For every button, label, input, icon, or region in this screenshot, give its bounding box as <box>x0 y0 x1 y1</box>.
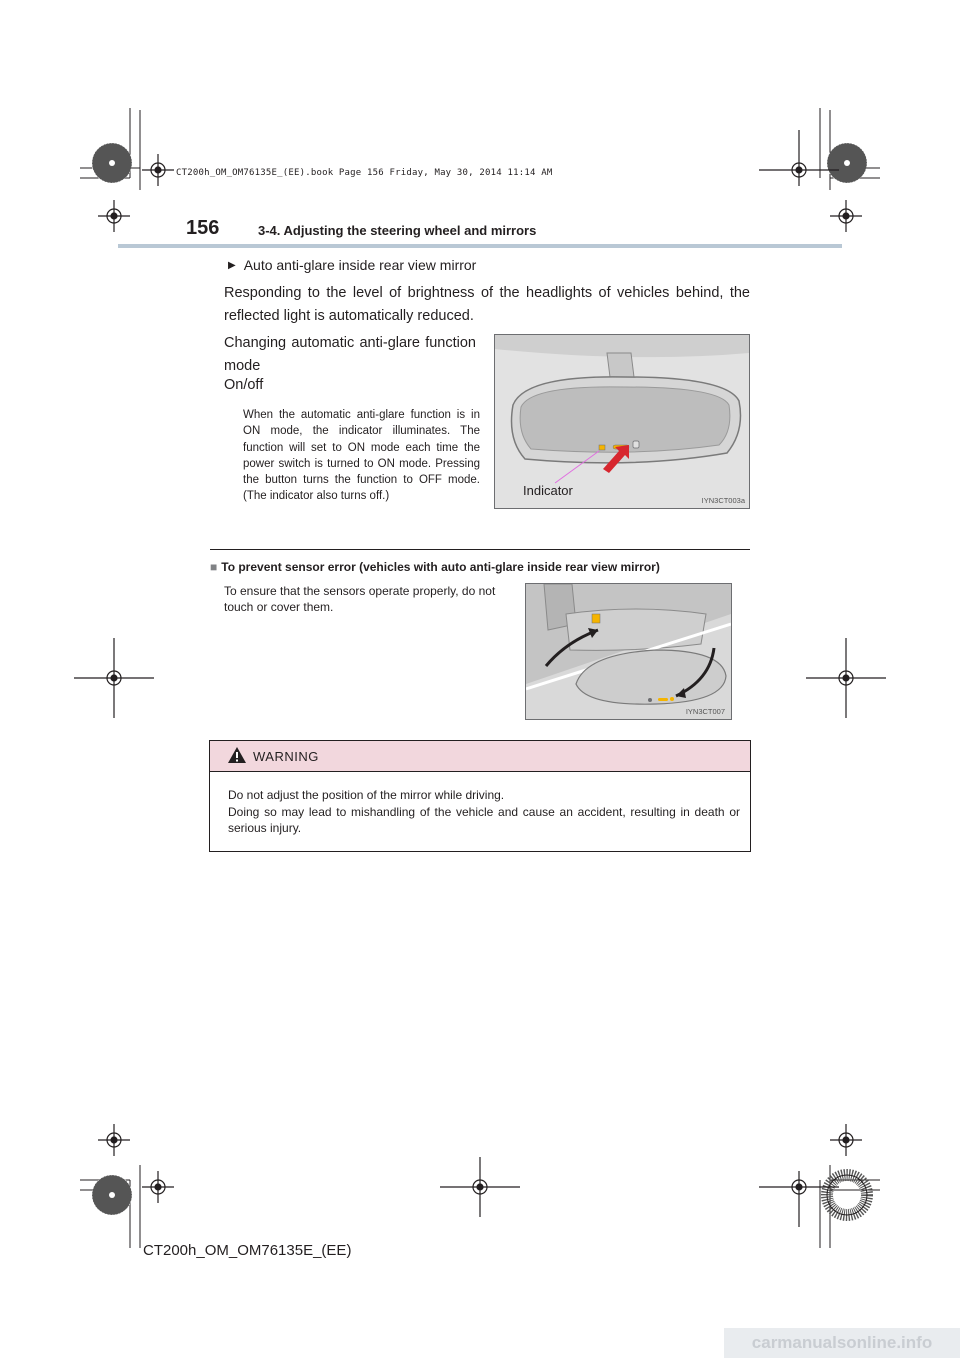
body-text: Responding to the level of brightness of the headlights of vehicles behind, the reflected light is automatically reduced. <box>224 285 750 324</box>
footer-code: CT200h_OM_OM76135E_(EE) <box>143 1242 352 1259</box>
starburst-icon <box>92 1175 132 1215</box>
square-bullet-icon: ■ <box>210 560 218 574</box>
item-heading-text: Auto anti-glare inside rear view mirror <box>243 257 477 273</box>
figure1-code: IYN3CT003a <box>701 496 745 505</box>
triangle-bullet-icon: ▶ <box>228 260 236 271</box>
watermark: carmanualsonline.info <box>724 1328 960 1358</box>
warning-line-2: Doing so may lead to mishandling of the vehicle and cause an accident, resulting in death or serious injury. <box>228 804 740 835</box>
figure2-code: IYN3CT007 <box>685 707 725 716</box>
starburst-icon <box>827 1175 867 1215</box>
sensor-text: To ensure that the sensors operate properly, do not touch or cover them. <box>224 584 496 614</box>
starburst-icon <box>827 143 867 183</box>
warning-header <box>210 741 750 772</box>
indicator-label: Indicator <box>523 483 573 498</box>
on-off-note: When the automatic anti-glare function is in ON mode, the indicator illuminates. The function will set to ON mode each time the power switch is turned to ON mode. Pressing the button turns the function to OFF mode. (The indicator also turns off.) <box>243 409 480 503</box>
warning-triangle-icon <box>227 746 247 764</box>
starburst-icon <box>92 143 132 183</box>
section-title: 3-4. Adjusting the steering wheel and mirrors <box>258 223 537 238</box>
header-rule <box>118 244 842 248</box>
mirror-sensors-illustration <box>526 584 731 719</box>
sensor-heading <box>210 560 660 574</box>
warning-box <box>209 740 751 852</box>
on-off-label: On/off <box>224 377 264 393</box>
mirror-indicator-figure <box>494 334 750 509</box>
page-number: 156 <box>186 217 220 239</box>
item-heading <box>228 257 476 275</box>
function-mode-label: Changing automatic anti-glare function mode <box>224 335 476 374</box>
sensor-figure <box>525 583 732 720</box>
book-stamp: CT200h_OM_OM76135E_(EE).book Page 156 Friday, May 30, 2014 11:14 AM <box>176 168 553 178</box>
sensor-heading-text: To prevent sensor error (vehicles with auto anti-glare inside rear view mirror) <box>221 560 660 574</box>
warning-title: WARNING <box>253 749 319 764</box>
warning-line-1: Do not adjust the position of the mirror while driving. <box>228 788 505 802</box>
section-divider <box>210 549 750 550</box>
warning-body <box>228 787 740 837</box>
